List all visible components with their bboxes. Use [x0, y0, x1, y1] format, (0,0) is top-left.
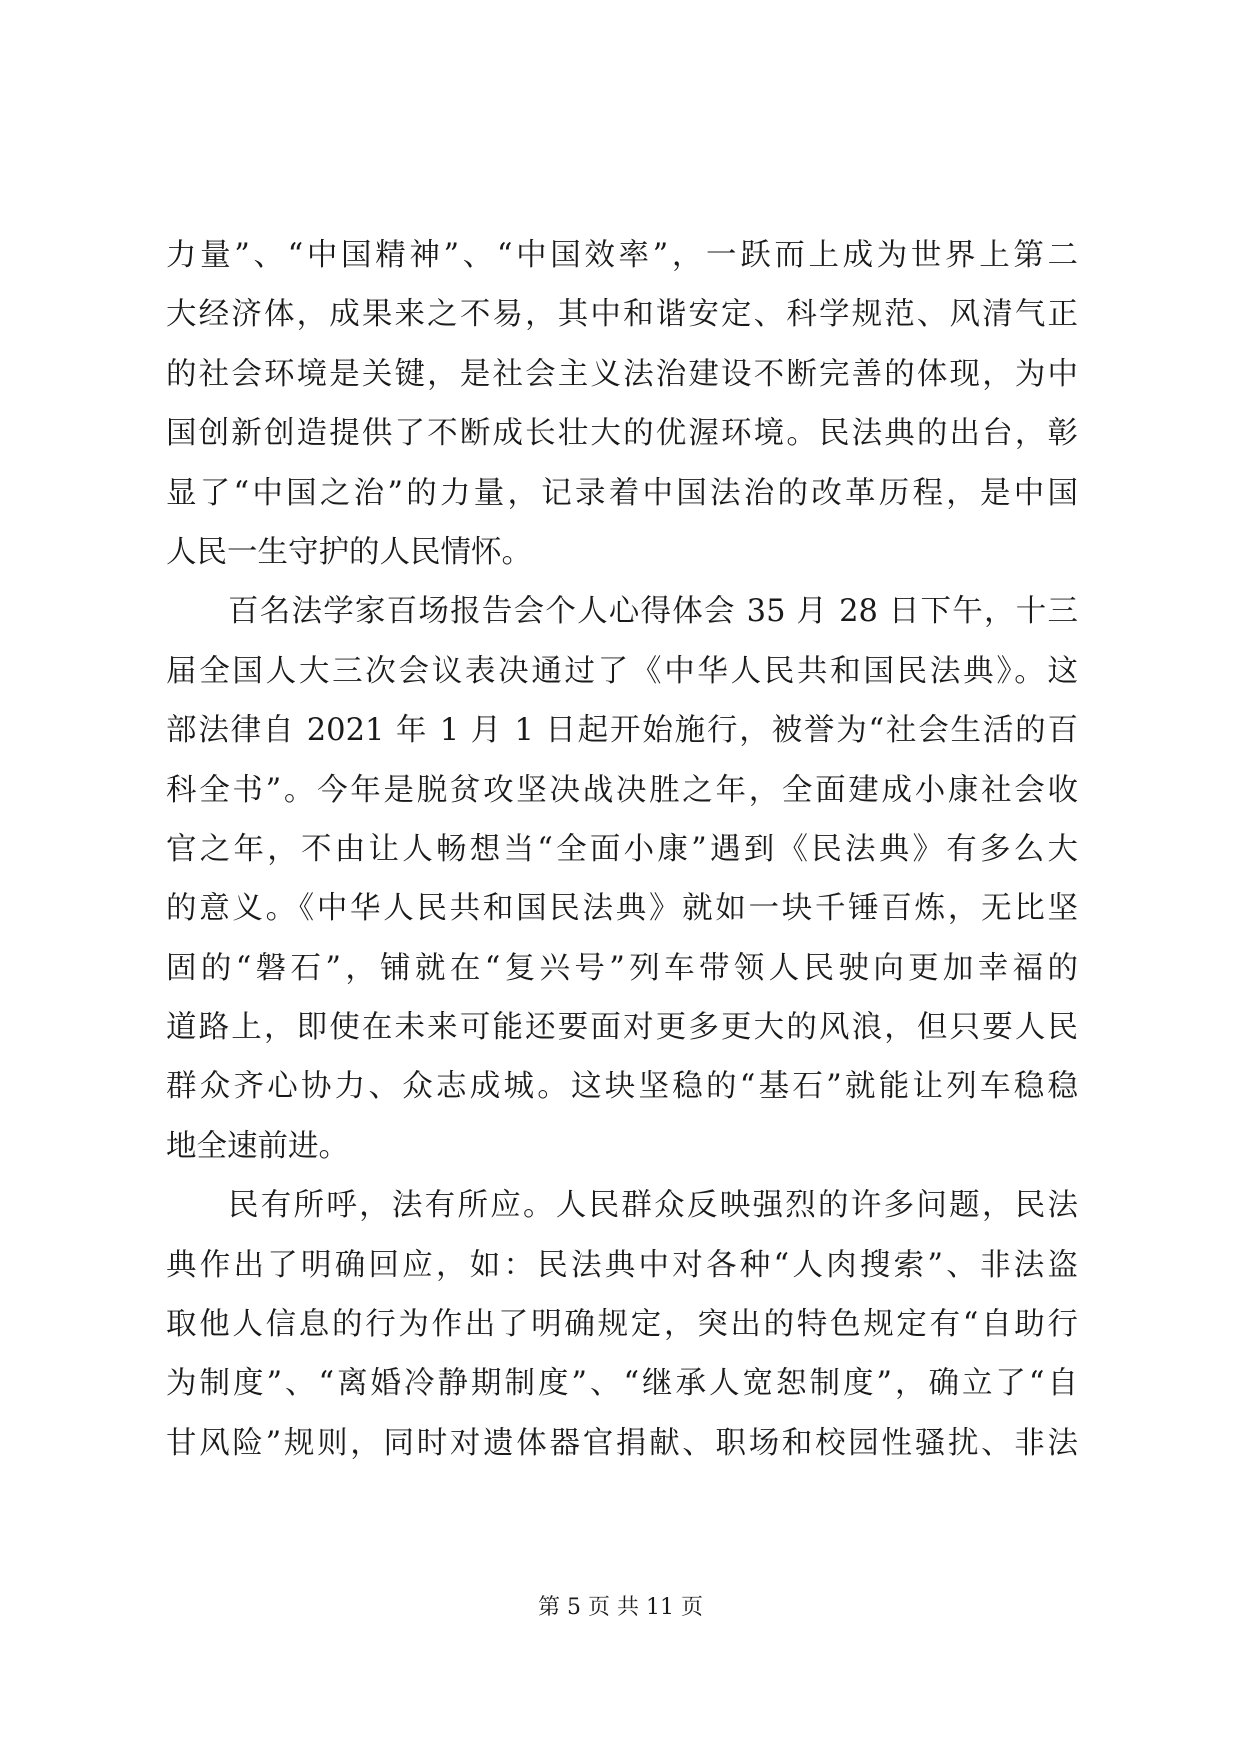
- text-line: 科全书”。今年是脱贫攻坚决战决胜之年，全面建成小康社会收: [166, 772, 1078, 808]
- paragraph: [166, 226, 1078, 582]
- text-line: 力量”、“中国精神”、“中国效率”，一跃而上成为世界上第二: [166, 238, 1078, 273]
- text-line: 甘风险”规则，同时对遗体器官捐献、职场和校园性骚扰、非法: [166, 1425, 1078, 1461]
- text-line: 道路上，即使在未来可能还要面对更多更大的风浪，但只要人民: [166, 1010, 1078, 1046]
- body-text: [166, 226, 1078, 1473]
- text-line: 群众齐心协力、众志成城。这块坚稳的“基石”就能让列车稳稳: [166, 1069, 1078, 1105]
- text-line: 部法律自 2021 年 1 月 1 日起开始施行，被誉为“社会生活的百: [166, 713, 1078, 749]
- text-line: 大经济体，成果来之不易，其中和谐安定、科学规范、风清气正: [166, 297, 1078, 333]
- text-line: 届全国人大三次会议表决通过了《中华人民共和国民法典》。这: [166, 653, 1078, 689]
- text-line: 取他人信息的行为作出了明确规定，突出的特色规定有“自助行: [166, 1307, 1078, 1343]
- paragraph: [166, 582, 1078, 1176]
- text-line: 为制度”、“离婚冷静期制度”、“继承人宽恕制度”，确立了“自: [166, 1366, 1078, 1402]
- text-line: 人民一生守护的人民情怀。: [166, 534, 532, 570]
- text-line: 百名法学家百场报告会个人心得体会 35 月 28 日下午，十三: [228, 594, 1078, 630]
- page-footer: 第 5 页 共 11 页: [538, 1595, 703, 1620]
- paragraph: [166, 1176, 1078, 1473]
- text-line: 民有所呼，法有所应。人民群众反映强烈的许多问题，民法: [228, 1188, 1078, 1224]
- text-line: 显了“中国之治”的力量，记录着中国法治的改革历程，是中国: [166, 475, 1078, 511]
- text-line: 固的“磐石”，铺就在“复兴号”列车带领人民驶向更加幸福的: [166, 950, 1078, 986]
- text-line: 的社会环境是关键，是社会主义法治建设不断完善的体现，为中: [166, 356, 1078, 392]
- text-line: 国创新创造提供了不断成长壮大的优渥环境。民法典的出台，彰: [166, 416, 1078, 452]
- text-line: 官之年，不由让人畅想当“全面小康”遇到《民法典》有多么大: [166, 831, 1078, 867]
- text-line: 典作出了明确回应，如：民法典中对各种“人肉搜索”、非法盗: [166, 1247, 1078, 1283]
- text-line: 的意义。《中华人民共和国民法典》就如一块千锤百炼，无比坚: [166, 891, 1078, 927]
- text-line: 地全速前进。: [166, 1128, 349, 1164]
